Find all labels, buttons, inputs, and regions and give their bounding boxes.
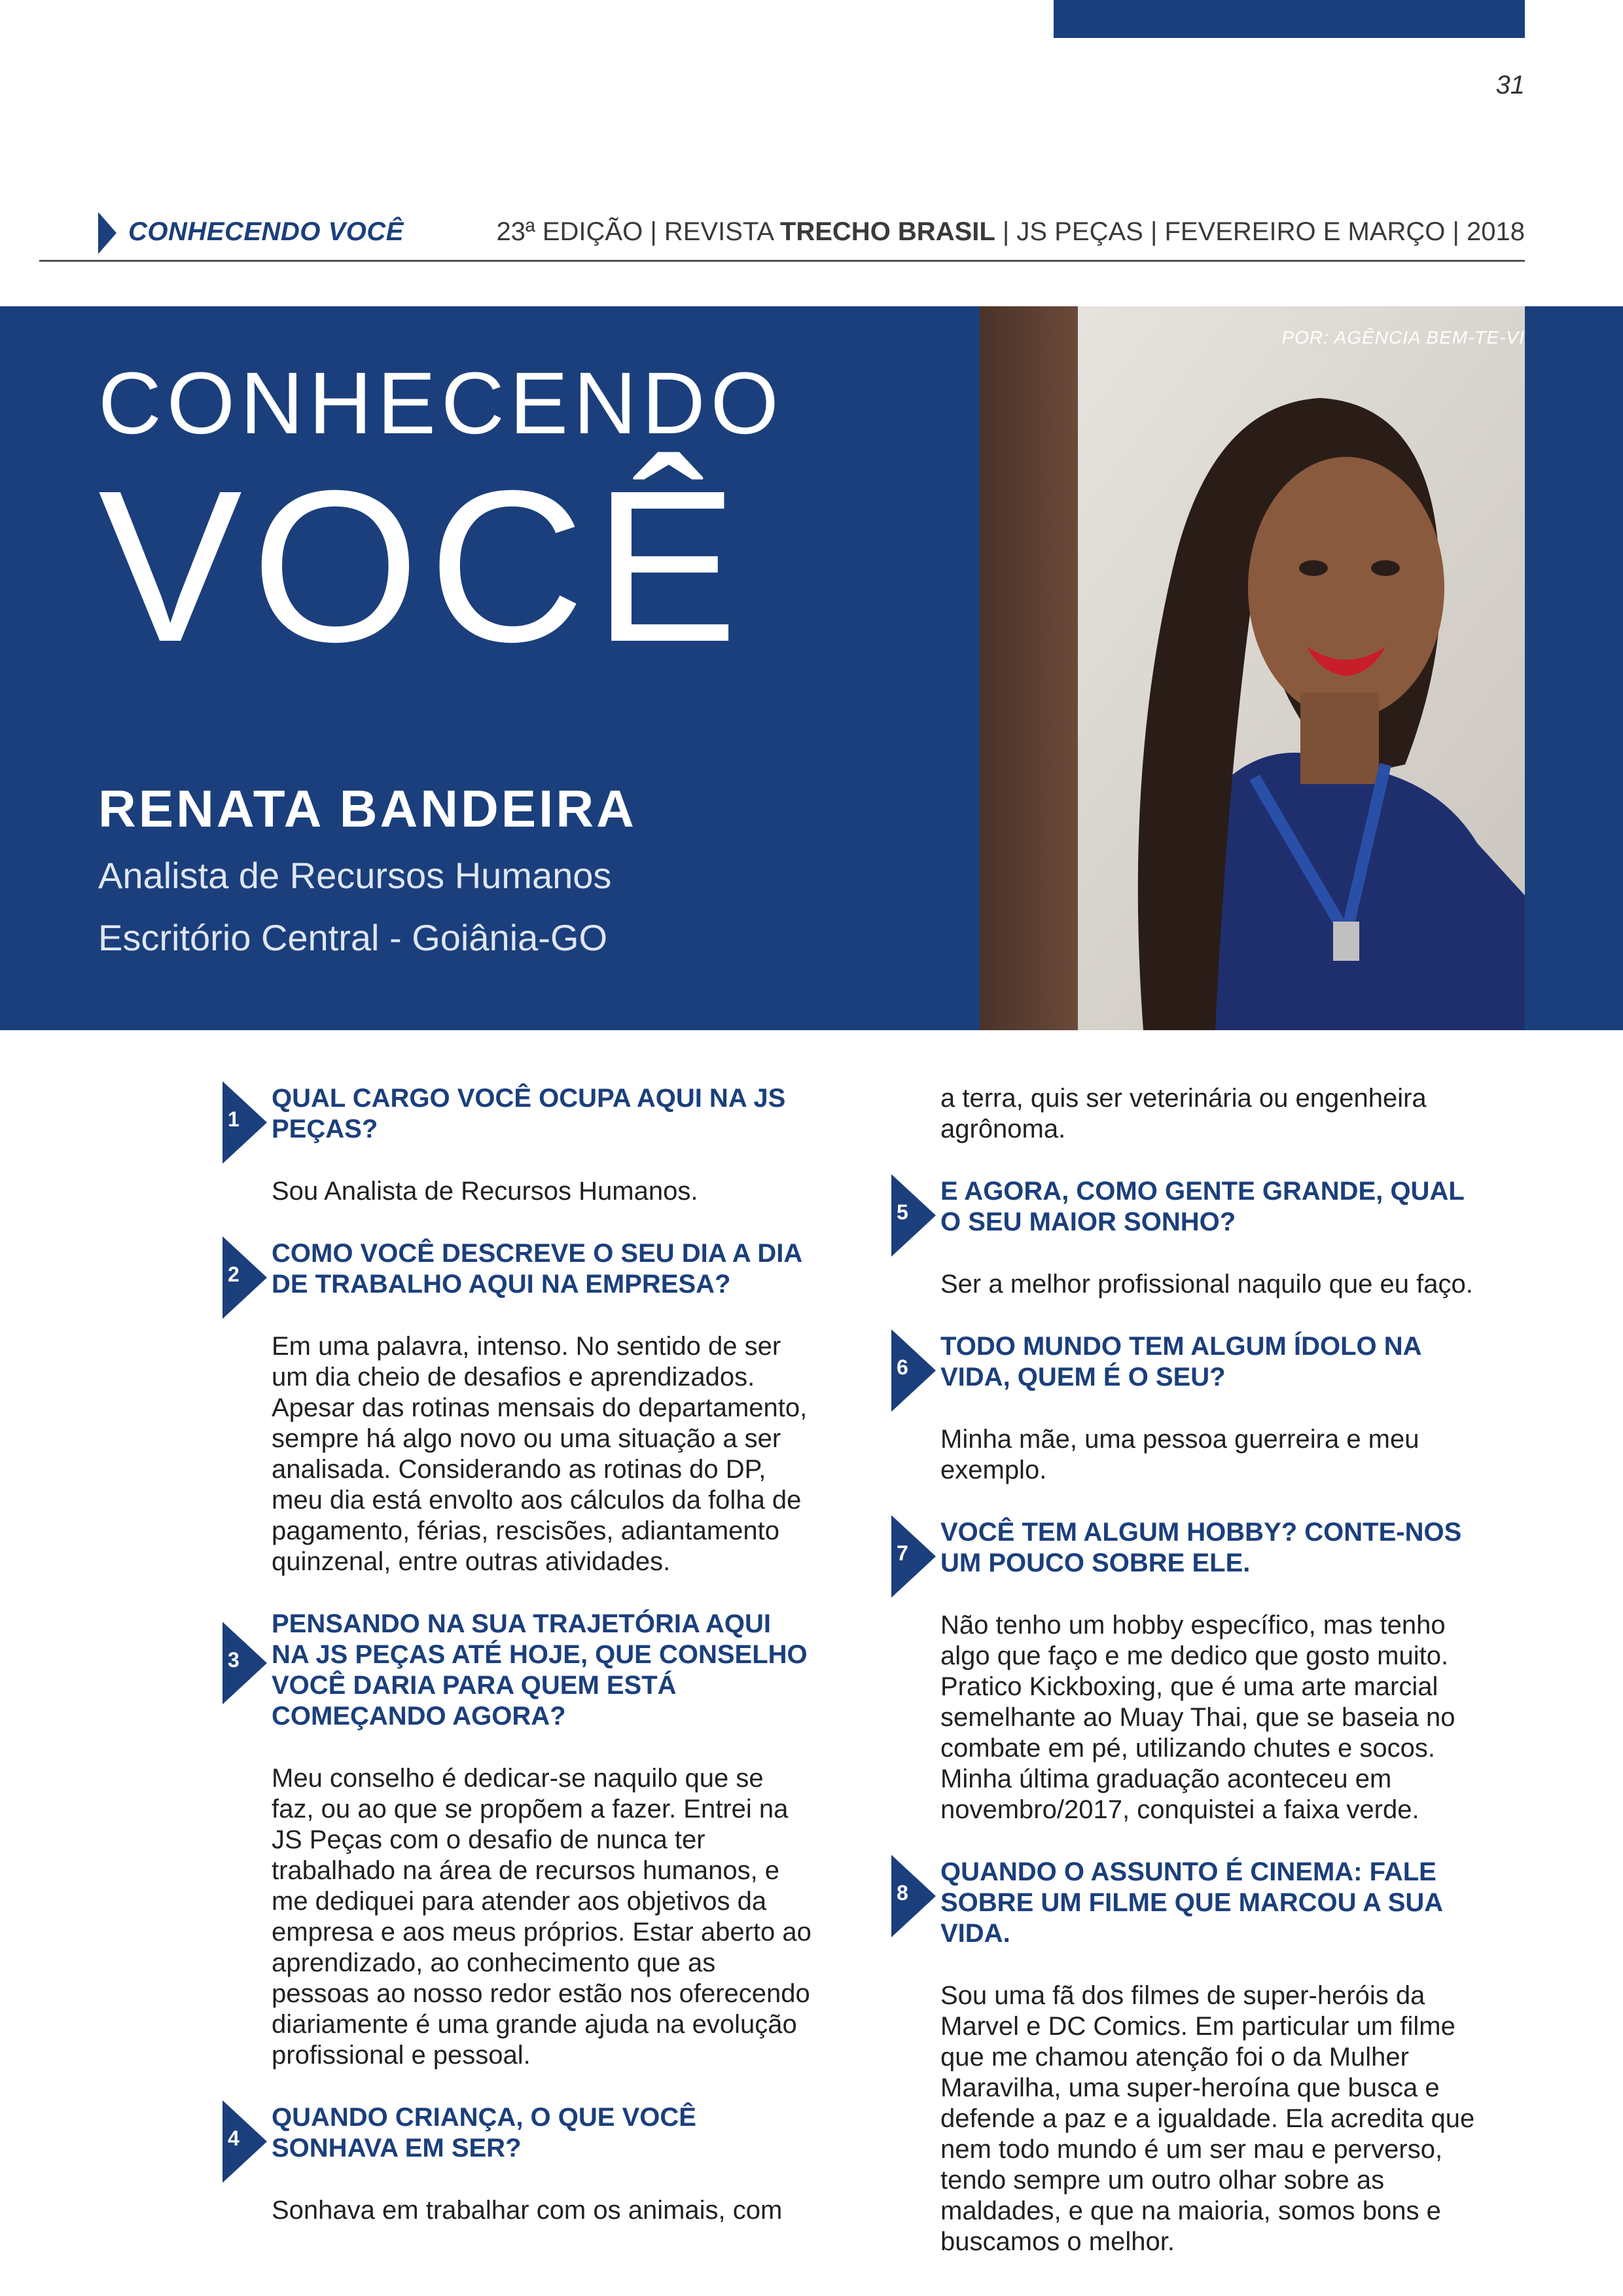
right-column xyxy=(891,1083,1480,2257)
person-name: RENATA BANDEIRA xyxy=(98,780,637,838)
question-text: TODO MUNDO TEM ALGUM ÍDOLO NA VIDA, QUEM É O SEU? xyxy=(940,1332,1421,1391)
question-text: VOCÊ TEM ALGUM HOBBY? CONTE-NOS UM POUCO SOBRE ELE. xyxy=(940,1518,1462,1577)
answer-text: Minha mãe, uma pessoa guerreira e meu exemplo. xyxy=(940,1425,1419,1484)
answer-text: Sonhava em trabalhar com os animais, com xyxy=(272,2196,783,2225)
qa-item-1 xyxy=(223,1083,812,1207)
edition-info-magazine: TRECHO BRASIL xyxy=(779,217,995,246)
question-text: QUANDO CRIANÇA, O QUE VOCÊ SONHAVA EM SER? xyxy=(272,2103,696,2162)
qa-item-4 xyxy=(223,2102,812,2226)
hero-title-line1: CONHECENDO xyxy=(98,355,784,452)
hero-title-line2: VOCÊ xyxy=(98,445,747,687)
person-office: Escritório Central - Goiânia-GO xyxy=(98,917,608,958)
top-accent-bar xyxy=(1054,0,1525,38)
answer-text: Meu conselho é dedicar-se naquilo que se faz, ou ao que se propõem a fazer. Entrei na JS Peças com o desafio de nunca ter trabalhado na área de recursos humanos, e me dediquei para atender aos objetivos da empresa e aos meus próprios. Estar aberto ao aprendizado, ao conhecimento que as pessoas ao nosso redor estão nos oferecendo diariamente é uma grande ajuda na evolução profissional e pessoal. xyxy=(272,1764,812,2070)
portrait-illustration xyxy=(980,306,1525,1030)
question-text: QUANDO O ASSUNTO É CINEMA: FALE SOBRE UM FILME QUE MARCOU A SUA VIDA. xyxy=(940,1857,1442,1948)
question-number: 7 xyxy=(897,1541,908,1565)
answer-continued-text: a terra, quis ser veterinária ou engenheira agrônoma. xyxy=(940,1084,1427,1143)
edition-info xyxy=(496,217,1525,247)
answer-text: Sou uma fã dos filmes de super-heróis da Marvel e DC Comics. Em particular um filme que me chamou atenção foi o da Mulher Maravilha, uma super-heroína que busca e defende a paz e a igualdade. Ela acredita que nem todo mundo é um ser mau e perverso, tendo sempre um outro olhar sobre as maldades, e que na maioria, somos bons e buscamos o melhor. xyxy=(940,1981,1475,2256)
answer-text: Em uma palavra, intenso. No sentido de ser um dia cheio de desafios e aprendizados. Apesar das rotinas mensais do departamento, sempre há algo novo ou uma situação a ser analisada. Considerando as rotinas do DP, meu dia está envolto aos cálculos da folha de pagamento, férias, rescisões, adiantamento quinzenal, entre outras atividades. xyxy=(272,1332,808,1576)
answer-text: Sou Analista de Recursos Humanos. xyxy=(272,1177,698,1206)
qa-item-6 xyxy=(891,1331,1480,1486)
qa-item-7 xyxy=(891,1517,1480,1825)
header-divider xyxy=(39,260,1525,262)
section-label: CONHECENDO VOCÊ xyxy=(128,217,404,246)
photo-credit: POR: AGÊNCIA BEM-TE-VI xyxy=(1281,327,1525,348)
question-number: 1 xyxy=(228,1107,240,1131)
question-number: 4 xyxy=(228,2126,240,2150)
edition-info-pre: 23ª EDIÇÃO | REVISTA xyxy=(496,217,780,246)
question-text: COMO VOCÊ DESCREVE O SEU DIA A DIA DE TRABALHO AQUI NA EMPRESA? xyxy=(272,1239,802,1299)
person-role: Analista de Recursos Humanos xyxy=(98,855,612,896)
question-number: 6 xyxy=(897,1355,908,1379)
answer-text: Não tenho um hobby específico, mas tenho algo que faço e me dedico que gosto muito. Pratico Kickboxing, que é uma arte marcial semelhante ao Muay Thai, que se baseia no combate em pé, utilizando chutes e socos. Minha última graduação aconteceu em novembro/2017, conquistei a faixa verde. xyxy=(940,1611,1455,1824)
portrait-photo xyxy=(980,306,1525,1030)
qa-item-2 xyxy=(223,1238,812,1577)
answer-text: Ser a melhor profissional naquilo que eu faço. xyxy=(940,1270,1473,1299)
qa-item-8 xyxy=(891,1857,1480,2257)
question-text: QUAL CARGO VOCÊ OCUPA AQUI NA JS PEÇAS? xyxy=(272,1084,786,1143)
question-text: E AGORA, COMO GENTE GRANDE, QUAL O SEU MAIOR SONHO? xyxy=(940,1177,1465,1236)
qa-item-3 xyxy=(223,1609,812,2071)
edition-info-post: | JS PEÇAS | FEVEREIRO E MARÇO | 2018 xyxy=(995,217,1525,246)
question-number: 5 xyxy=(897,1200,908,1224)
question-number: 3 xyxy=(228,1648,240,1672)
page-number: 31 xyxy=(1495,71,1525,99)
question-number: 8 xyxy=(897,1881,908,1905)
left-column xyxy=(223,1083,812,2226)
question-number: 2 xyxy=(228,1263,240,1286)
qa-item-5 xyxy=(891,1176,1480,1300)
section-arrow-icon xyxy=(98,212,116,254)
question-text: PENSANDO NA SUA TRAJETÓRIA AQUI NA JS PEÇAS ATÉ HOJE, QUE CONSELHO VOCÊ DARIA PARA QUEM ESTÁ COMEÇANDO AGORA? xyxy=(272,1609,808,1731)
